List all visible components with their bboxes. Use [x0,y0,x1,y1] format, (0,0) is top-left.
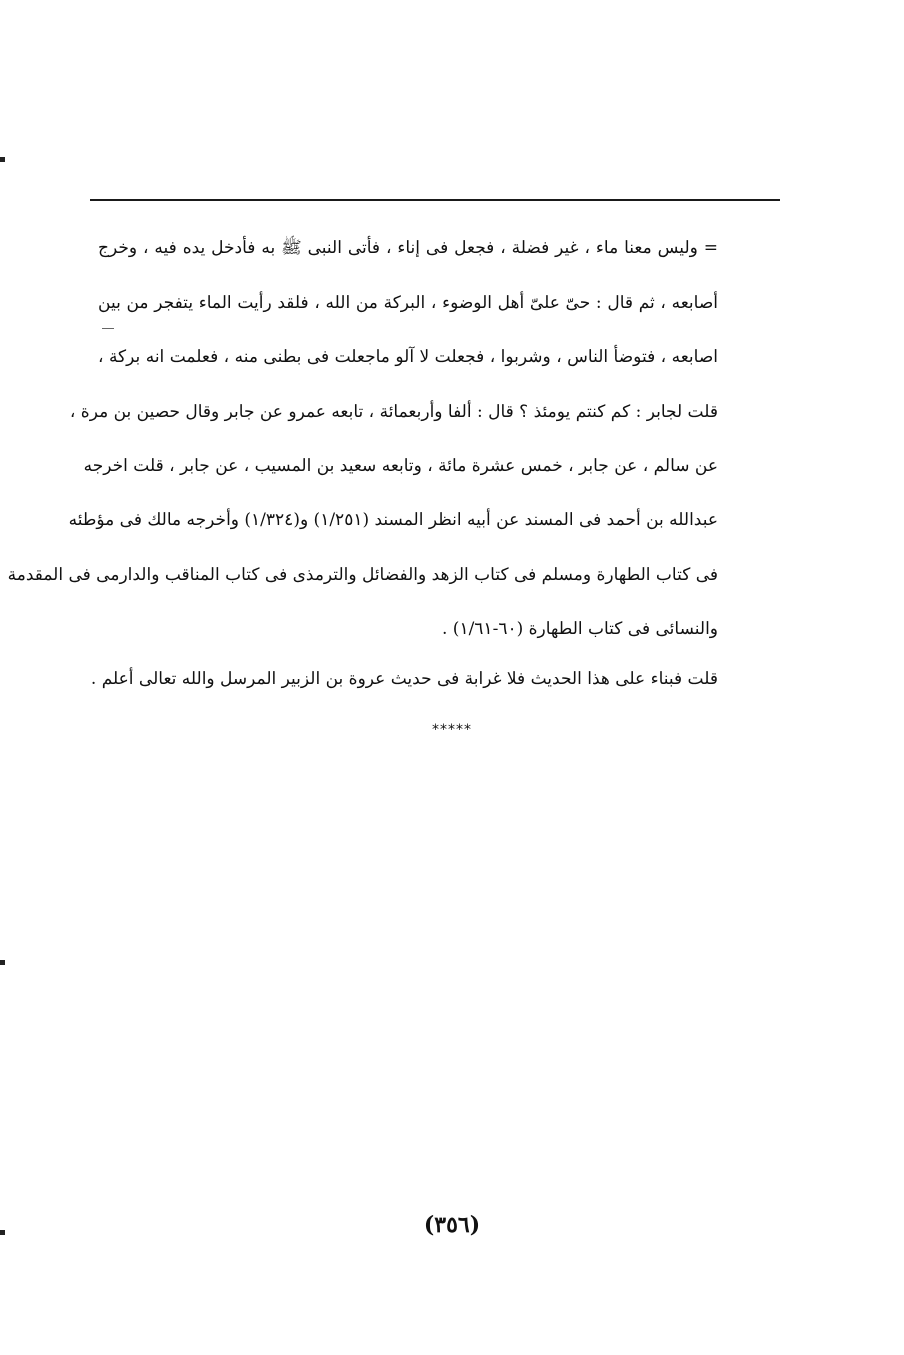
page-number: (٣٥٦) [423,1212,481,1238]
footnote-line: عن سالم ، عن جابر ، خمس عشرة مائة ، وتابعه سعيد بن المسيب ، عن جابر ، قلت اخرجه [83,456,718,476]
asterisk-separator: ***** [432,722,472,738]
footnote-line: فى كتاب الطهارة ومسلم فى كتاب الزهد والفضائل والترمذى فى كتاب المناقب والدارمى فى المقدمة [7,565,718,585]
footnote-line: عبدالله بن أحمد فى المسند عن أبيه انظر المسند (١/٢٥١) و(١/٣٢٤) وأخرجه مالك فى مؤطئه [68,510,718,530]
footnote-line: أصابعه ، ثم قال : حىّ علىّ أهل الوضوء ، البركة من الله ، فلقد رأيت الماء يتفجر من بين [98,293,718,313]
scan-edge-mark [0,157,5,162]
footnote-line: والنسائى فى كتاب الطهارة (٦٠-١/٦١) . [441,619,718,639]
closing-remark: قلت فبناء على هذا الحديث فلا غرابة فى حديث عروة بن الزبير المرسل والله تعالى أعلم . [90,669,718,689]
margin-tick-mark [102,328,114,329]
scan-edge-mark [0,960,5,965]
footnote-separator-rule [90,199,780,201]
footnote-line: = وليس معنا ماء ، غير فضلة ، فجعل فى إناء ، فأتى النبى ﷺ به فأدخل يده فيه ، وخرج [98,238,718,258]
footnote-line: قلت لجابر : كم كنتم يومئذ ؟ قال : ألفا وأربعمائة ، تابعه عمرو عن جابر وقال حصين بن مرة ، [69,402,718,422]
footnote-line: اصابعه ، فتوضأ الناس ، وشربوا ، فجعلت لا آلو ماجعلت فى بطنى منه ، فعلمت انه بركة ، [98,347,718,367]
